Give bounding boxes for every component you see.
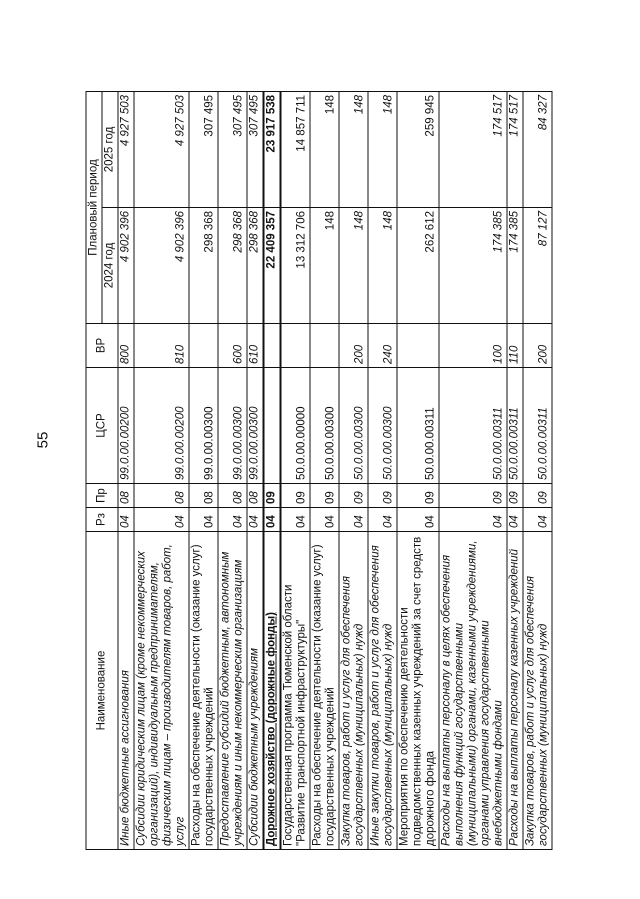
row-csr <box>264 368 281 484</box>
row-csr: 50.0.00.00300 <box>310 368 339 484</box>
row-value-2024: 174 385 <box>439 208 507 324</box>
page-number: 55 <box>34 431 52 449</box>
row-value-2025: 148 <box>368 91 397 207</box>
row-rz: 04 <box>118 508 134 532</box>
row-value-2024: 298 368 <box>189 208 218 324</box>
row-value-2025: 14 857 711 <box>281 91 311 207</box>
row-vr: 800 <box>118 324 134 368</box>
row-value-2025: 259 945 <box>397 91 439 207</box>
row-pr: 09 <box>310 484 339 508</box>
table-row <box>281 91 311 849</box>
table-row <box>507 91 523 849</box>
row-csr: 99.0.00.00300 <box>247 368 264 484</box>
table-row <box>310 91 339 849</box>
row-value-2025: 307 495 <box>218 91 247 207</box>
row-pr: 08 <box>218 484 247 508</box>
table-row <box>247 91 264 849</box>
row-rz: 04 <box>218 508 247 532</box>
row-value-2024: 4 902 396 <box>134 208 189 324</box>
row-csr: 99.0.00.00300 <box>218 368 247 484</box>
table-row <box>118 91 134 849</box>
row-value-2025: 307 495 <box>247 91 264 207</box>
header-planned-period: Плановый период <box>86 91 102 323</box>
row-rz: 04 <box>247 508 264 532</box>
row-value-2024: 22 409 357 <box>264 208 281 324</box>
row-vr: 600 <box>218 324 247 368</box>
row-value-2024: 4 902 396 <box>118 208 134 324</box>
row-pr: 08 <box>189 484 218 508</box>
row-value-2024: 298 368 <box>247 208 264 324</box>
row-csr: 99.0.00.00200 <box>118 368 134 484</box>
header-rz: Рз <box>86 508 118 532</box>
row-vr: 200 <box>339 324 368 368</box>
row-pr: 09 <box>439 484 507 508</box>
budget-table <box>86 91 553 850</box>
row-name: Предоставление субсидий бюджетным, автономным учреждениям и иным некоммерческим организациям <box>218 532 247 850</box>
row-value-2025: 174 517 <box>439 91 507 207</box>
row-value-2024: 148 <box>310 208 339 324</box>
row-pr: 09 <box>339 484 368 508</box>
row-value-2024: 174 385 <box>507 208 523 324</box>
row-pr: 09 <box>281 484 311 508</box>
row-value-2025: 174 517 <box>507 91 523 207</box>
row-vr: 610 <box>247 324 264 368</box>
row-value-2025: 84 327 <box>523 91 552 207</box>
row-value-2024: 87 127 <box>523 208 552 324</box>
budget-table-container <box>86 92 553 850</box>
row-vr <box>281 324 311 368</box>
row-vr: 240 <box>368 324 397 368</box>
row-value-2025: 4 927 503 <box>134 91 189 207</box>
table-row <box>218 91 247 849</box>
row-rz: 04 <box>523 508 552 532</box>
table-row <box>368 91 397 849</box>
row-value-2024: 262 612 <box>397 208 439 324</box>
row-vr: 100 <box>439 324 507 368</box>
row-rz: 04 <box>310 508 339 532</box>
header-csr: ЦСР <box>86 368 118 484</box>
row-name: Мероприятия по обеспечению деятельности подведомственных казенных учреждений за счет средств дорожного фонда <box>397 532 439 850</box>
header-pr: Пр <box>86 484 118 508</box>
row-pr: 09 <box>523 484 552 508</box>
row-name: Иные закупки товаров, работ и услуг для обеспечения государственных (муниципальных) нужд <box>368 532 397 850</box>
row-vr: 110 <box>507 324 523 368</box>
row-name: Субсидии бюджетным учреждениям <box>247 532 264 850</box>
row-vr <box>310 324 339 368</box>
row-rz: 04 <box>264 508 281 532</box>
row-value-2025: 4 927 503 <box>118 91 134 207</box>
row-pr: 09 <box>397 484 439 508</box>
table-row <box>339 91 368 849</box>
header-vr: ВР <box>86 324 118 368</box>
row-name: Государственная программа Тюменской области "Развитие транспортной инфраструктуры" <box>281 532 311 850</box>
row-vr: 810 <box>134 324 189 368</box>
row-value-2024: 298 368 <box>218 208 247 324</box>
row-value-2024: 13 312 706 <box>281 208 311 324</box>
table-row <box>264 91 281 849</box>
row-pr: 09 <box>264 484 281 508</box>
row-value-2025: 148 <box>339 91 368 207</box>
row-rz: 04 <box>134 508 189 532</box>
row-csr: 50.0.00.00311 <box>523 368 552 484</box>
row-csr: 50.0.00.00300 <box>368 368 397 484</box>
row-name: Субсидии юридическим лицам (кроме некоммерческих организаций), индивидуальным предпринимателям, физическим лицам – производителям товаров, работ, услуг <box>134 532 189 850</box>
row-value-2025: 148 <box>310 91 339 207</box>
header-year-2025: 2025 год <box>102 91 118 207</box>
row-name: Закупка товаров, работ и услуг для обеспечения государственных (муниципальных) нужд <box>523 532 552 850</box>
row-value-2025: 307 495 <box>189 91 218 207</box>
row-csr: 99.0.00.00200 <box>134 368 189 484</box>
row-value-2024: 148 <box>368 208 397 324</box>
row-rz: 04 <box>507 508 523 532</box>
header-name: Наименование <box>86 532 118 850</box>
row-csr: 50.0.00.00311 <box>439 368 507 484</box>
row-csr: 50.0.00.00300 <box>339 368 368 484</box>
row-rz: 04 <box>368 508 397 532</box>
row-pr: 08 <box>134 484 189 508</box>
row-vr <box>189 324 218 368</box>
row-name: Расходы на обеспечение деятельности (оказание услуг) государственных учреждений <box>310 532 339 850</box>
header-year-2024: 2024 год <box>102 208 118 324</box>
row-name: Расходы на выплаты персоналу в целях обеспечения выполнения функций государственными (муниципальными) органами, казенными учреждениями, органами управления государственными внебюджетными фондами <box>439 532 507 850</box>
row-rz: 04 <box>439 508 507 532</box>
row-value-2024: 148 <box>339 208 368 324</box>
row-pr: 09 <box>368 484 397 508</box>
row-vr <box>264 324 281 368</box>
table-row <box>134 91 189 849</box>
table-row <box>397 91 439 849</box>
row-rz: 04 <box>339 508 368 532</box>
row-name: Расходы на выплаты персоналу казенных учреждений <box>507 532 523 850</box>
table-row <box>439 91 507 849</box>
row-name: Расходы на обеспечение деятельности (оказание услуг) государственных учреждений <box>189 532 218 850</box>
row-pr: 09 <box>507 484 523 508</box>
row-name: Иные бюджетные ассигнования <box>118 532 134 850</box>
row-csr: 99.0.00.00300 <box>189 368 218 484</box>
row-rz: 04 <box>397 508 439 532</box>
row-name: Закупка товаров, работ и услуг для обеспечения государственных (муниципальных) нужд <box>339 532 368 850</box>
row-csr: 50.0.00.00311 <box>507 368 523 484</box>
row-pr: 08 <box>247 484 264 508</box>
row-pr: 08 <box>118 484 134 508</box>
row-csr: 50.0.00.00000 <box>281 368 311 484</box>
row-csr: 50.0.00.00311 <box>397 368 439 484</box>
row-rz: 04 <box>189 508 218 532</box>
table-row <box>523 91 552 849</box>
row-vr <box>397 324 439 368</box>
row-value-2025: 23 917 538 <box>264 91 281 207</box>
row-name: Дорожное хозяйство (дорожные фонды) <box>264 532 281 850</box>
row-rz: 04 <box>281 508 311 532</box>
row-vr: 200 <box>523 324 552 368</box>
table-row <box>189 91 218 849</box>
